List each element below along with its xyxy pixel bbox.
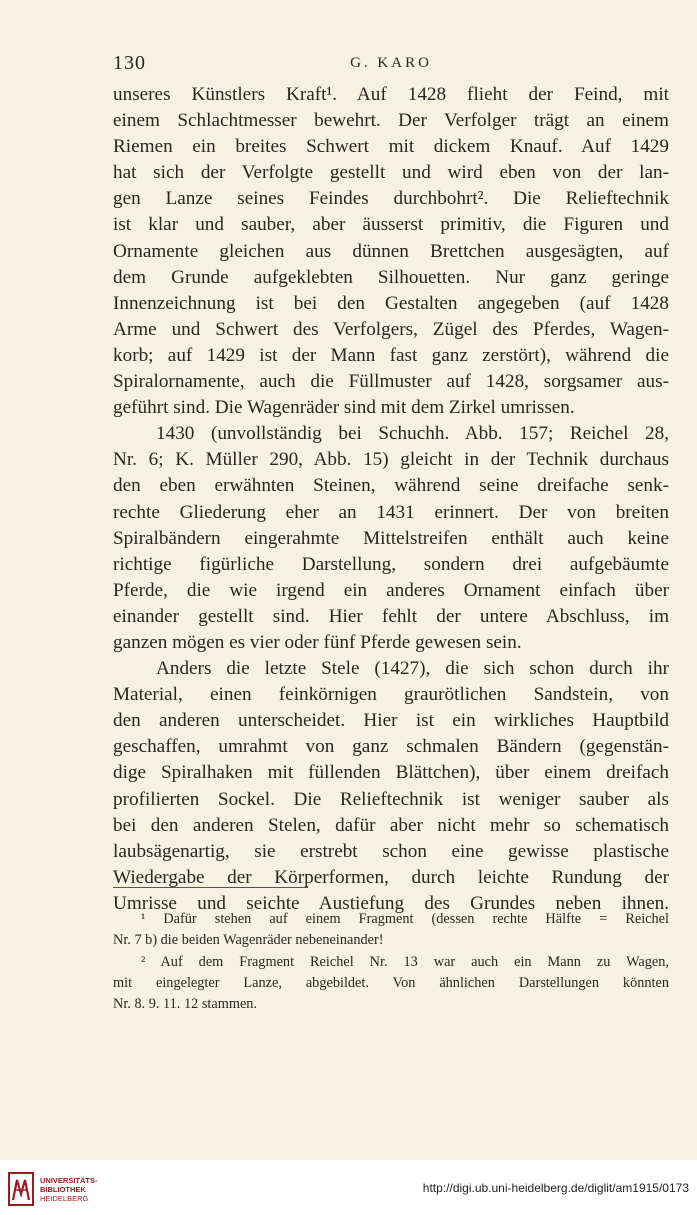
library-logo-text bbox=[40, 1176, 98, 1203]
text-line: richtige figürliche Darstellung, sondern drei aufgebäumte bbox=[113, 553, 669, 575]
text-line: Ornamente gleichen aus dünnen Brettchen ausgesägten, auf bbox=[113, 240, 669, 262]
logo-line: UNIVERSITÄTS- bbox=[40, 1176, 98, 1185]
running-head: G. KARO bbox=[350, 55, 432, 71]
footnote-rule bbox=[113, 887, 308, 888]
text-line: Arme und Schwert des Verfolgers, Zügel des Pferdes, Wagen- bbox=[113, 318, 669, 340]
footnote-line: Nr. 7 b) die beiden Wagenräder nebeneinander! bbox=[113, 932, 384, 949]
text-line: Anders die letzte Stele (1427), die sich schon durch ihr bbox=[156, 658, 669, 680]
text-line: Pferde, die wie irgend ein anderes Ornament einfach über bbox=[113, 579, 669, 601]
permalink-url[interactable]: http://digi.ub.uni-heidelberg.de/diglit/am1915/0173 bbox=[422, 1181, 689, 1195]
text-line: einem Schlachtmesser bewehrt. Der Verfolger trägt an einem bbox=[113, 110, 669, 132]
text-line: geführt sind. Die Wagenräder sind mit dem Zirkel umrissen. bbox=[113, 397, 575, 419]
text-line: dige Spiralhaken mit füllenden Blättchen), über einem dreifach bbox=[113, 762, 669, 784]
body-text bbox=[113, 82, 669, 917]
text-line: Spiralbändern eingerahmte Mittelstreifen enthält auch keine bbox=[113, 527, 669, 549]
text-line: ist klar und sauber, aber äusserst primitiv, die Figuren und bbox=[113, 214, 669, 236]
text-line: Innenzeichnung ist bei den Gestalten angegeben (auf 1428 bbox=[113, 292, 669, 314]
text-line: Wiedergabe der Körperformen, durch leichte Rundung der bbox=[113, 866, 669, 888]
footnote-line: ² Auf dem Fragment Reichel Nr. 13 war auch ein Mann zu Wagen, bbox=[141, 953, 669, 970]
text-line: Riemen ein breites Schwert mit dickem Knauf. Auf 1429 bbox=[113, 136, 669, 158]
text-line: geschaffen, umrahmt von ganz schmalen Bändern (gegenstän- bbox=[113, 736, 669, 758]
text-line: einander gestellt sind. Hier fehlt der untere Abschluss, im bbox=[113, 605, 669, 627]
text-line: dem Grunde aufgeklebten Silhouetten. Nur ganz geringe bbox=[113, 266, 669, 288]
footnote-line: mit eingelegter Lanze, abgebildet. Von ähnlichen Darstellungen könnten bbox=[113, 974, 669, 991]
text-line: Spiralornamente, auch die Füllmuster auf 1428, sorgsamer aus- bbox=[113, 371, 669, 393]
footnote-line: Nr. 8. 9. 11. 12 stammen. bbox=[113, 996, 258, 1013]
text-line: laubsägenartig, sie erstrebt schon eine gewisse plastische bbox=[113, 840, 669, 862]
footnote-line: ¹ Dafür stehen auf einem Fragment (dessen rechte Hälfte = Reichel bbox=[141, 911, 669, 927]
footnotes bbox=[113, 909, 669, 1015]
text-line: gen Lanze seines Feindes durchbohrt². Die Relieftechnik bbox=[113, 188, 669, 210]
text-line: 1430 (unvollständig bei Schuchh. Abb. 157; Reichel 28, bbox=[156, 423, 669, 445]
viewer-footer bbox=[0, 1160, 697, 1215]
text-line: korb; auf 1429 ist der Mann fast ganz zerstört), während die bbox=[113, 344, 669, 366]
text-line: hat sich der Verfolgte gestellt und wird eben von der lan- bbox=[113, 162, 669, 184]
text-line: Material, einen feinkörnigen graurötlichen Sandstein, von bbox=[113, 684, 669, 706]
library-logo-icon bbox=[8, 1172, 34, 1206]
text-line: rechte Gliederung eher an 1431 erinnert. Der von breiten bbox=[113, 501, 669, 523]
logo-line: BIBLIOTHEK bbox=[40, 1185, 86, 1194]
text-line: Umrisse und seichte Austiefung des Grundes neben ihnen. bbox=[113, 892, 669, 914]
text-line: Nr. 6; K. Müller 290, Abb. 15) gleicht in der Technik durchaus bbox=[113, 449, 669, 471]
text-line: profilierten Sockel. Die Relieftechnik ist weniger sauber als bbox=[113, 788, 669, 810]
text-line: den anderen unterscheidet. Hier ist ein wirkliches Hauptbild bbox=[113, 710, 669, 732]
page-header bbox=[113, 52, 669, 78]
text-line: den eben erwähnten Steinen, während seine dreifache senk- bbox=[113, 475, 669, 497]
text-line: unseres Künstlers Kraft¹. Auf 1428 flieht der Feind, mit bbox=[113, 84, 669, 105]
text-line: ganzen mögen es vier oder fünf Pferde gewesen sein. bbox=[113, 631, 522, 653]
page-number: 130 bbox=[113, 52, 146, 74]
text-line: bei den anderen Stelen, dafür aber nicht mehr so schematisch bbox=[113, 814, 669, 836]
logo-line: HEIDELBERG bbox=[40, 1194, 89, 1203]
